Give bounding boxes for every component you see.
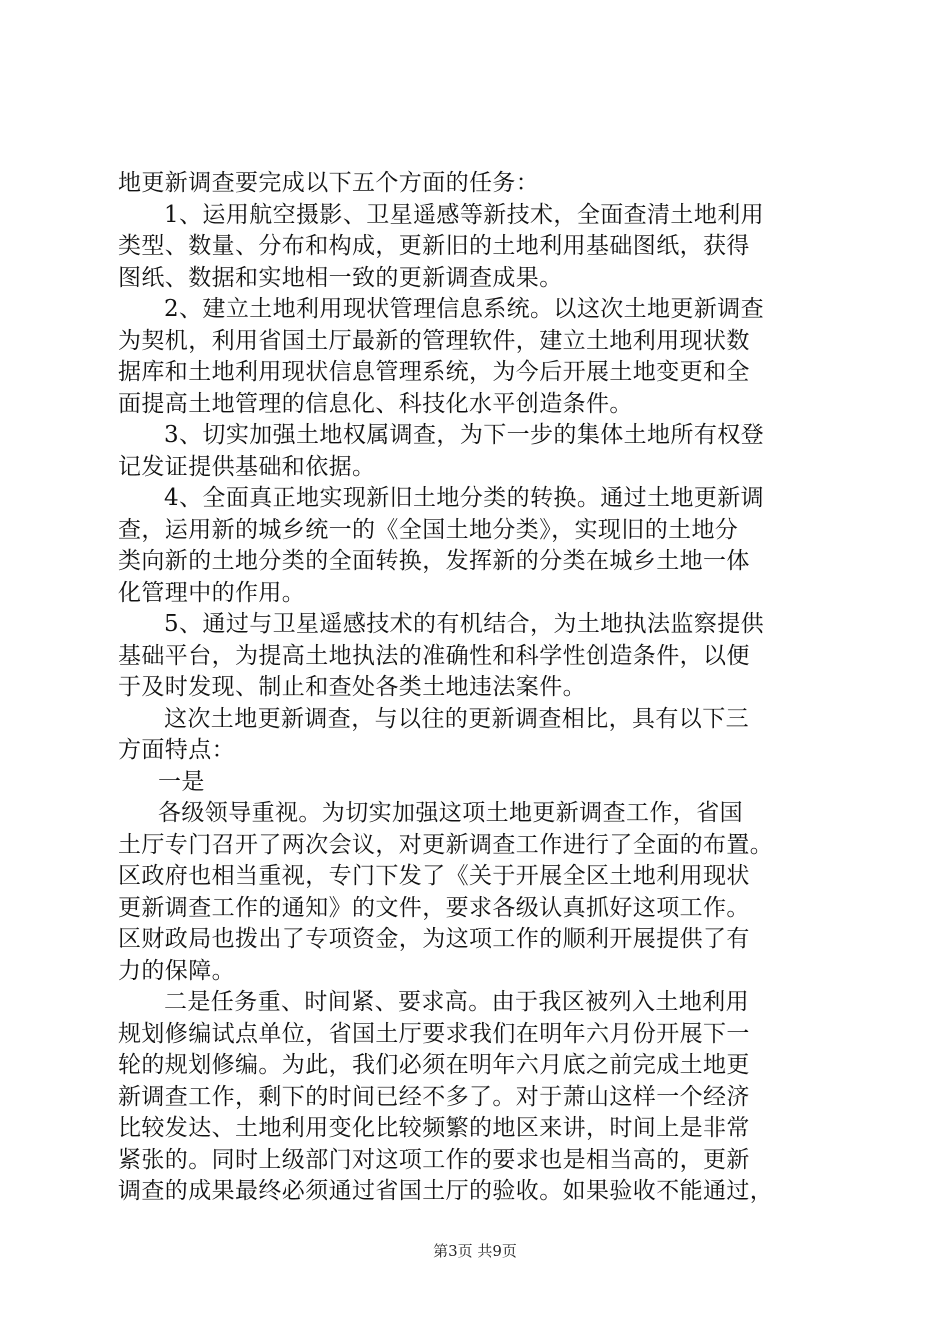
page-number-footer: 第3页 共9页 [433, 1242, 517, 1260]
text-line: 记发证提供基础和依据。 [118, 453, 376, 480]
text-line: 更新调查工作的通知》的文件，要求各级认真抓好这项工作。 [118, 894, 750, 921]
text-line: 各级领导重视。为切实加强这项土地更新调查工作，省国 [158, 800, 743, 826]
text-line: 3、切实加强土地权属调查，为下一步的集体土地所有权登 [164, 422, 765, 448]
text-line: 二是任务重、时间紧、要求高。由于我区被列入土地利用 [164, 989, 749, 1015]
text-line: 比较发达、土地利用变化比较频繁的地区来讲，时间上是非常 [118, 1115, 750, 1141]
text-line: 一是 [158, 768, 205, 795]
text-line: 调查的成果最终必须通过省国土厅的验收。如果验收不能通过， [118, 1178, 774, 1204]
text-line: 1、运用航空摄影、卫星遥感等新技术，全面查清土地利用 [164, 201, 765, 228]
text-line: 轮的规划修编。为此，我们必须在明年六月底之前完成土地更 [118, 1052, 750, 1078]
text-line: 区财政局也拨出了专项资金，为这项工作的顺利开展提供了有 [118, 926, 750, 952]
text-line: 力的保障。 [118, 957, 235, 984]
text-line: 规划修编试点单位，省国土厅要求我们在明年六月份开展下一 [118, 1020, 750, 1047]
text-line: 紧张的。同时上级部门对这项工作的要求也是相当高的，更新 [118, 1146, 750, 1173]
text-line: 查，运用新的城乡统一的《全国土地分类》，实现旧的土地分 [118, 516, 739, 543]
text-line: 面提高土地管理的信息化、科技化水平创造条件。 [118, 390, 633, 417]
text-line: 为契机，利用省国土厅最新的管理软件，建立土地利用现状数 [118, 327, 750, 354]
body-text [118, 168, 848, 1208]
text-line: 化管理中的作用。 [118, 579, 306, 606]
text-line: 土厅专门召开了两次会议，对更新调查工作进行了全面的布置。 [118, 831, 774, 858]
text-line: 类型、数量、分布和构成，更新旧的土地利用基础图纸，获得 [118, 233, 750, 259]
text-line: 类向新的土地分类的全面转换，发挥新的分类在城乡土地一体 [118, 548, 750, 574]
text-line: 5、通过与卫星遥感技术的有机结合，为土地执法监察提供 [164, 611, 765, 637]
text-line: 区政府也相当重视，专门下发了《关于开展全区土地利用现状 [118, 863, 750, 889]
text-line: 图纸、数据和实地相一致的更新调查成果。 [118, 264, 563, 291]
text-line: 新调查工作，剩下的时间已经不多了。对于萧山这样一个经济 [118, 1083, 750, 1110]
text-line: 据库和土地利用现状信息管理系统，为今后开展土地变更和全 [118, 359, 750, 385]
text-line: 地更新调查要完成以下五个方面的任务： [118, 170, 540, 196]
text-line: 这次土地更新调查，与以往的更新调查相比，具有以下三 [164, 705, 749, 732]
text-line: 于及时发现、制止和查处各类土地违法案件。 [118, 674, 586, 700]
text-line: 4、全面真正地实现新旧土地分类的转换。通过土地更新调 [164, 485, 765, 511]
text-line: 方面特点： [118, 737, 235, 763]
text-line: 基础平台，为提高土地执法的准确性和科学性创造条件，以便 [118, 642, 750, 669]
text-line: 2、建立土地利用现状管理信息系统。以这次土地更新调查 [164, 296, 765, 322]
